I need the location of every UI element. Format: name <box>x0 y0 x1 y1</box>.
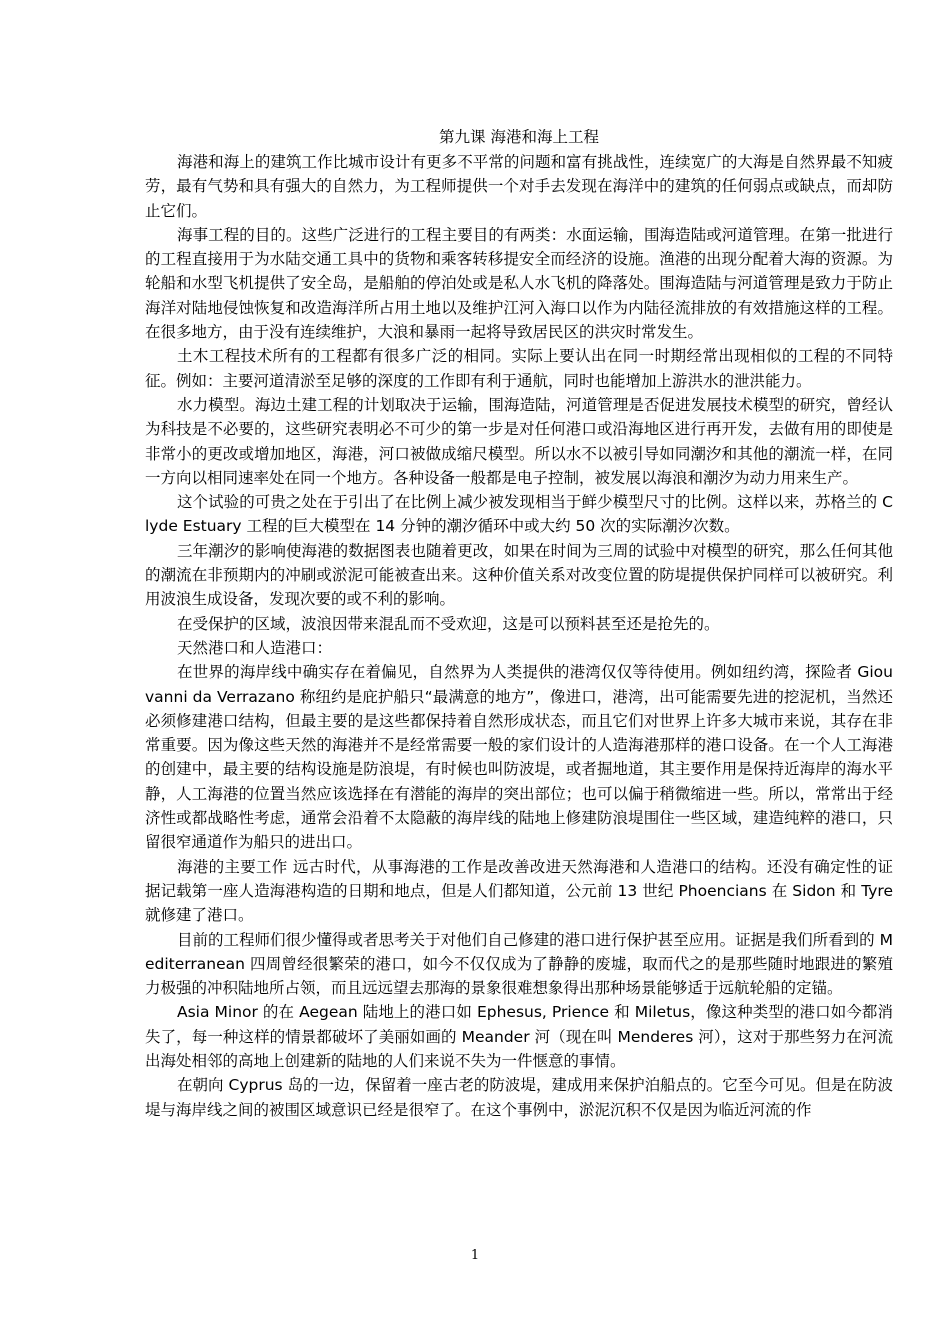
paragraph-main-harbor-work: 海港的主要工作 远古时代，从事海港的工作是改善改进天然海港和人造港口的结构。还没有确定性的证据记载第一座人造海港构造的日期和地点，但是人们都知道，公元前 13 世纪 Phoencians 在 Sidon 和 Tyre 就修建了港口。 <box>145 857 893 925</box>
paragraph-current-engineers: 目前的工程师们很少懂得或者思考关于对他们自己修建的港口进行保护甚至应用。证据是我们所看到的 Mediterranean 四周曾经很繁荣的港口，如今不仅仅成为了静静的废墟，取而代之的是那些随时地跟进的繁殖力极强的冲积陆地所占领，而且远远望去那海的景象很难想象得出那种场景能够适于远航轮船的定锚。 <box>145 930 893 998</box>
paragraph-hydraulic-models: 水力模型。海边土建工程的计划取决于运输，围海造陆，河道管理是否促进发展技术模型的研究，曾经认为科技是不必要的，这些研究表明必不可少的第一步是对任何港口或沿海地区进行再开发，去做有用的即使是非常小的更改或增加地区，海港，河口被做成缩尺模型。所以水不以被引导如同潮汐和其他的潮流一样，在同一方向以相同速率处在同一个地方。各种设备一般都是电子控制，被发展以海浪和潮汐为动力用来生产。 <box>145 395 893 487</box>
paragraph-civil-engineering-common: 土木工程技术所有的工程都有很多广泛的相同。实际上要认出在同一时期经常出现相似的工程的不同特征。例如：主要河道清淤至足够的深度的工作即有利于通航，同时也能增加上游洪水的泄洪能力。 <box>145 347 893 390</box>
paragraph-heading-harbors: 天然港口和人造港口： <box>177 638 333 657</box>
paragraph-protected-area: 在受保护的区域，波浪因带来混乱而不受欢迎，这是可以预料甚至还是抢先的。 <box>177 614 720 633</box>
paragraph-marine-engineering-purpose: 海事工程的目的。这些广泛进行的工程主要目的有两类：水面运输，围海造陆或河道管理。在第一批进行的工程直接用于为水陆交通工具中的货物和乘客转移提安全而经济的设施。渔港的出现分配着大海的资源。为轮船和水型飞机提供了安全岛，是船舶的停泊处或是私人水飞机的降落处。围海造陆与河道管理是致力于防止海洋对陆地侵蚀恢复和改造海洋所占用土地以及维护江河入海口以作为内陆径流排放的有效措施这样的工程。在很多地方，由于没有连续维护，大浪和暴雨一起将导致居民区的洪灾时常发生。 <box>145 225 893 342</box>
document-title: 第九课 海港和海上工程 <box>439 128 599 146</box>
paragraph-natural-harbors: 在世界的海岸线中确实存在着偏见，自然界为人类提供的港湾仅仅等待使用。例如纽约湾，探险者 Giouvanni da Verrazano 称纽约是庇护船只“最满意的地方”，像进口，港湾，出可能需要先进的挖泥机，当然还必须修建港口结构，但最主要的是这些都保持着自然形成状态，而且它们对世界上许多大城市来说，其存在非常重要。因为像这些天然的海港并不是经常需要一般的家们设计的人造海港那样的港口设备。在一个人工海港的创建中，最主要的结构设施是防浪堤，有时候也叫防波堤，或者掘地道，其主要作用是保持近海岸的海水平静，人工海港的位置当然应该选择在有潜能的海岸的突出部位；也可以偏于稍微缩进一些。所以，常常出于经济性或都战略性考虑，通常会沿着不太隐蔽的海岸线的陆地上修建防浪堤围住一些区域，建造纯粹的港口，只留很窄通道作为船只的进出口。 <box>145 663 893 852</box>
paragraph-intro: 海港和海上的建筑工作比城市设计有更多不平常的问题和富有挑战性，连续宽广的大海是自然界最不知疲劳，最有气势和具有强大的自然力，为工程师提供一个对手去发现在海洋中的建筑的任何弱点或缺点，而却防止它们。 <box>145 153 893 220</box>
paragraph-tide-effects: 三年潮汐的影响使海港的数据图表也随着更改，如果在时间为三周的试验中对模型的研究，那么任何其他的潮流在非预期内的冲刷或淤泥可能被查出来。这种价值关系对改变位置的防堤提供保护同样可以被研究。利用波浪生成设备，发现次要的或不利的影响。 <box>145 541 893 609</box>
paragraph-test-value: 这个试验的可贵之处在于引出了在比例上减少被发现相当于鲜少模型尺寸的比例。这样以来，苏格兰的 Clyde Estuary 工程的巨大模型在 14 分钟的潮汐循环中或大约 50 次的实际潮汐次数。 <box>145 493 893 536</box>
document-body <box>145 125 893 1122</box>
page-number: 1 <box>470 1248 480 1263</box>
paragraph-asia-minor: Asia Minor 的在 Aegean 陆地上的港口如 Ephesus, Prience 和 Miletus，像这种类型的港口如今都消失了，每一种这样的情景都破坏了美丽如画的 Meander 河（现在叫 Menderes 河），这对于那些努力在河流出海处相邻的高地上创建新的陆地的人们来说不失为一件惬意的事情。 <box>145 1003 893 1070</box>
paragraph-cyprus: 在朝向 Cyprus 岛的一边，保留着一座古老的防波堤，建成用来保护泊船点的。它至今可见。但是在防波堤与海岸线之间的被围区域意识已经是很窄了。在这个事例中，淤泥沉积不仅是因为临近河流的作 <box>145 1076 893 1119</box>
